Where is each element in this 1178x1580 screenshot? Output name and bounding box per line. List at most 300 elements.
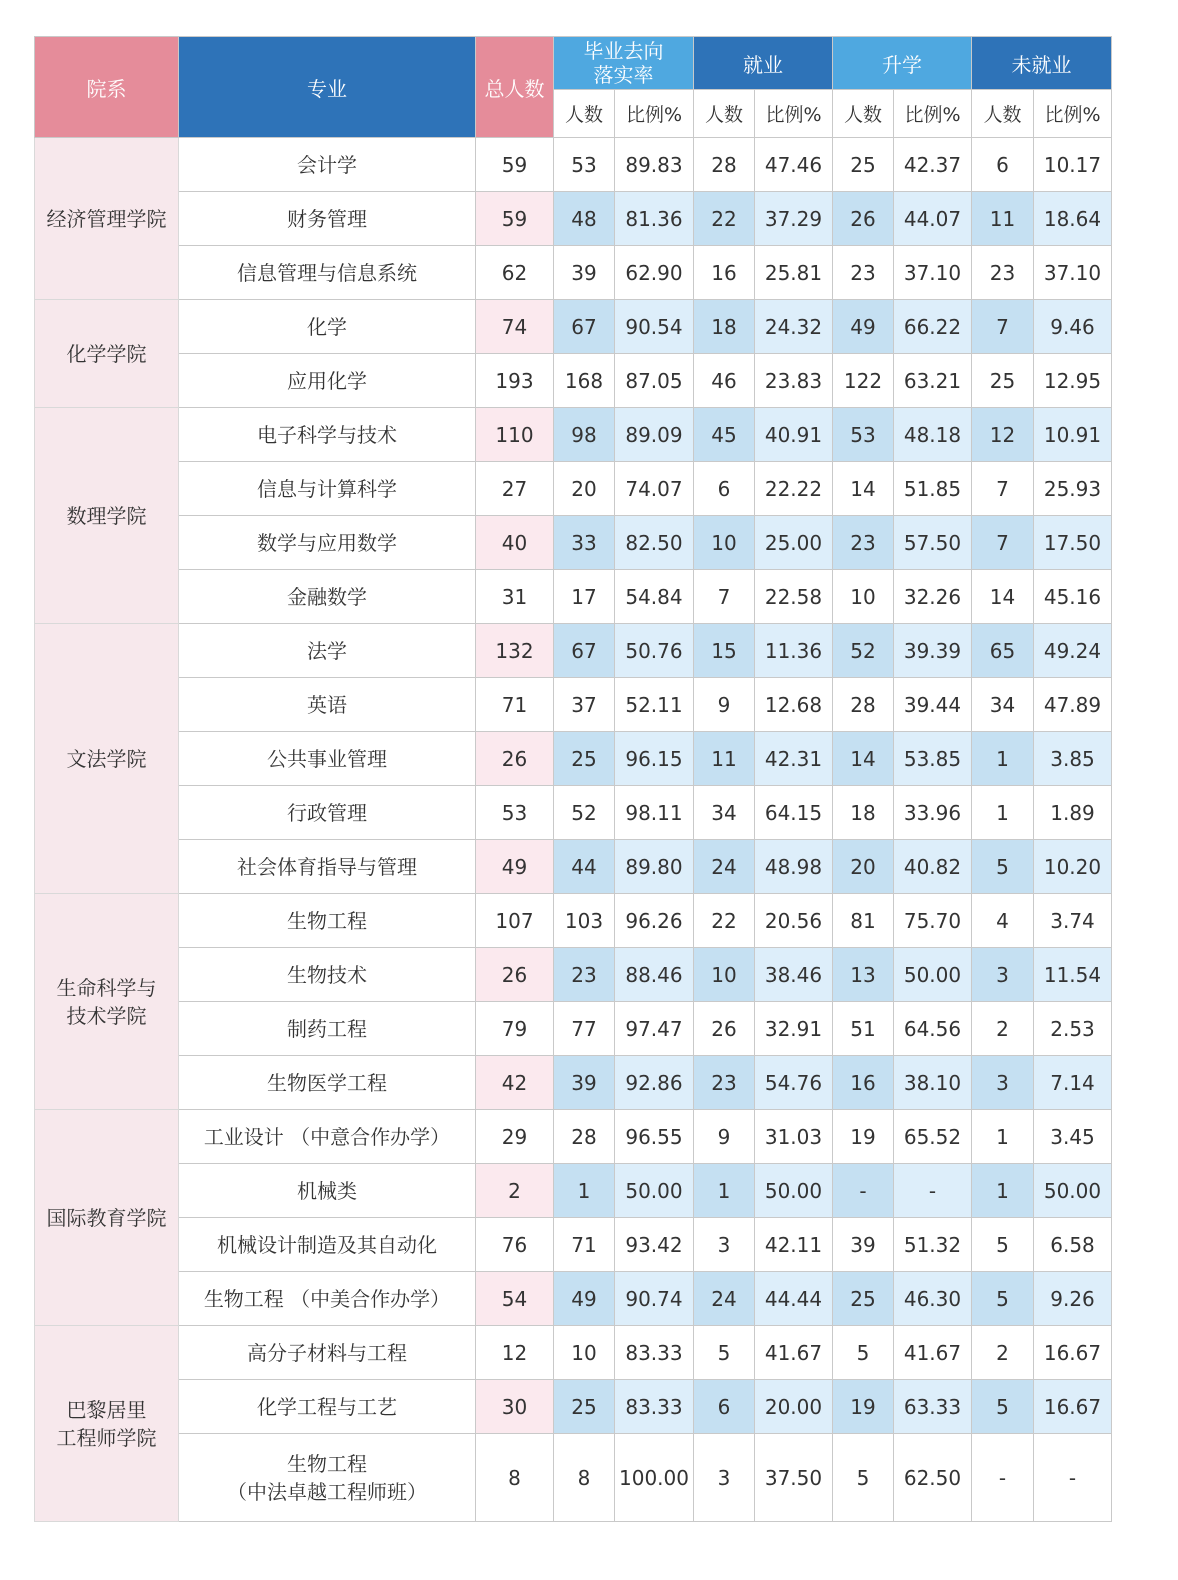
employment-count-cell: 9 (694, 1110, 755, 1164)
table-row (35, 624, 1112, 678)
employment-ratio-cell: 32.91 (755, 1002, 833, 1056)
placement-count-cell: 37 (554, 678, 615, 732)
unemployed-ratio-cell: 10.20 (1034, 840, 1112, 894)
employment-count-cell: 3 (694, 1434, 755, 1522)
study-ratio-cell: 32.26 (894, 570, 972, 624)
unemployed-ratio-cell: 11.54 (1034, 948, 1112, 1002)
placement-ratio-cell: 54.84 (615, 570, 694, 624)
dept-cell (35, 1110, 179, 1326)
employment-count-cell: 24 (694, 840, 755, 894)
employment-ratio-cell: 37.50 (755, 1434, 833, 1522)
employment-ratio-cell: 25.81 (755, 246, 833, 300)
table-row (35, 1002, 1112, 1056)
major-name: 生物工程 (287, 908, 367, 933)
total-cell: 79 (476, 1002, 554, 1056)
employment-ratio-cell: 50.00 (755, 1164, 833, 1218)
major-cell (179, 1002, 476, 1056)
major-name: 生物工程 (287, 1451, 367, 1476)
employment-ratio-cell: 11.36 (755, 624, 833, 678)
subheader-count: 人数 (833, 90, 894, 138)
placement-count-cell: 52 (554, 786, 615, 840)
placement-ratio-cell: 81.36 (615, 192, 694, 246)
major-name: 应用化学 (287, 368, 367, 393)
unemployed-count-cell: 5 (972, 1218, 1034, 1272)
unemployed-count-cell: 1 (972, 786, 1034, 840)
placement-count-cell: 77 (554, 1002, 615, 1056)
unemployed-ratio-cell: 9.46 (1034, 300, 1112, 354)
major-cell (179, 786, 476, 840)
employment-count-cell: 1 (694, 1164, 755, 1218)
study-ratio-cell: 37.10 (894, 246, 972, 300)
placement-ratio-cell: 88.46 (615, 948, 694, 1002)
placement-ratio-cell: 97.47 (615, 1002, 694, 1056)
employment-count-cell: 26 (694, 1002, 755, 1056)
unemployed-count-cell: 6 (972, 138, 1034, 192)
dept-cell (35, 624, 179, 894)
employment-ratio-cell: 20.00 (755, 1380, 833, 1434)
unemployed-count-cell: 14 (972, 570, 1034, 624)
major-name: 会计学 (297, 152, 357, 177)
placement-count-cell: 33 (554, 516, 615, 570)
unemployed-count-cell: 2 (972, 1326, 1034, 1380)
study-ratio-cell: 57.50 (894, 516, 972, 570)
major-cell (179, 1110, 476, 1164)
placement-ratio-cell: 96.15 (615, 732, 694, 786)
employment-ratio-cell: 40.91 (755, 408, 833, 462)
study-count-cell: 16 (833, 1056, 894, 1110)
unemployed-ratio-cell: 17.50 (1034, 516, 1112, 570)
employment-count-cell: 6 (694, 462, 755, 516)
total-cell: 49 (476, 840, 554, 894)
dept-cell (35, 138, 179, 300)
placement-count-cell: 28 (554, 1110, 615, 1164)
study-ratio-cell: 63.33 (894, 1380, 972, 1434)
placement-count-cell: 67 (554, 624, 615, 678)
unemployed-ratio-cell: 6.58 (1034, 1218, 1112, 1272)
table-row (35, 192, 1112, 246)
dept-cell (35, 894, 179, 1110)
employment-count-cell: 24 (694, 1272, 755, 1326)
employment-ratio-cell: 38.46 (755, 948, 833, 1002)
major-name: 化学 (307, 314, 347, 339)
dept-name: 巴黎居里 (66, 1397, 147, 1422)
total-cell: 42 (476, 1056, 554, 1110)
employment-count-cell: 28 (694, 138, 755, 192)
employment-ratio-cell: 54.76 (755, 1056, 833, 1110)
header-major: 专业 (179, 37, 476, 138)
study-count-cell: 19 (833, 1380, 894, 1434)
employment-count-cell: 10 (694, 948, 755, 1002)
study-ratio-cell: 62.50 (894, 1434, 972, 1522)
placement-ratio-cell: 96.26 (615, 894, 694, 948)
dept-name: 数理学院 (66, 503, 147, 528)
unemployed-count-cell: 1 (972, 732, 1034, 786)
major-cell (179, 1434, 476, 1522)
employment-ratio-cell: 42.11 (755, 1218, 833, 1272)
table-row (35, 732, 1112, 786)
unemployed-count-cell: 23 (972, 246, 1034, 300)
placement-ratio-cell: 50.00 (615, 1164, 694, 1218)
study-ratio-cell: 50.00 (894, 948, 972, 1002)
table-row (35, 678, 1112, 732)
unemployed-count-cell: 3 (972, 948, 1034, 1002)
study-count-cell: 14 (833, 462, 894, 516)
major-cell (179, 678, 476, 732)
unemployed-ratio-cell: 3.85 (1034, 732, 1112, 786)
table-row (35, 948, 1112, 1002)
major-cell (179, 570, 476, 624)
study-count-cell: 122 (833, 354, 894, 408)
study-count-cell: 13 (833, 948, 894, 1002)
total-cell: 26 (476, 948, 554, 1002)
total-cell: 53 (476, 786, 554, 840)
unemployed-count-cell: 5 (972, 1380, 1034, 1434)
unemployed-count-cell: 7 (972, 300, 1034, 354)
placement-count-cell: 8 (554, 1434, 615, 1522)
study-count-cell: 25 (833, 1272, 894, 1326)
employment-count-cell: 46 (694, 354, 755, 408)
total-cell: 26 (476, 732, 554, 786)
employment-count-cell: 11 (694, 732, 755, 786)
header-placement-rate-line2: 落实率 (593, 63, 654, 87)
study-ratio-cell: 42.37 (894, 138, 972, 192)
table-row (35, 1164, 1112, 1218)
total-cell: 107 (476, 894, 554, 948)
employment-count-cell: 34 (694, 786, 755, 840)
unemployed-count-cell: 4 (972, 894, 1034, 948)
employment-count-cell: 22 (694, 894, 755, 948)
unemployed-count-cell: 34 (972, 678, 1034, 732)
placement-ratio-cell: 92.86 (615, 1056, 694, 1110)
dept-name: 经济管理学院 (46, 206, 167, 231)
total-cell: 30 (476, 1380, 554, 1434)
major-cell (179, 516, 476, 570)
table-row (35, 786, 1112, 840)
study-ratio-cell: 65.52 (894, 1110, 972, 1164)
placement-ratio-cell: 98.11 (615, 786, 694, 840)
placement-ratio-cell: 62.90 (615, 246, 694, 300)
placement-ratio-cell: 93.42 (615, 1218, 694, 1272)
total-cell: 71 (476, 678, 554, 732)
header-placement-rate (554, 37, 694, 90)
study-count-cell: 81 (833, 894, 894, 948)
table-row (35, 300, 1112, 354)
study-ratio-cell: 38.10 (894, 1056, 972, 1110)
major-cell (179, 624, 476, 678)
table-header (35, 37, 1112, 138)
total-cell: 76 (476, 1218, 554, 1272)
employment-ratio-cell: 64.15 (755, 786, 833, 840)
study-ratio-cell: 53.85 (894, 732, 972, 786)
unemployed-count-cell: 7 (972, 516, 1034, 570)
table-body (35, 138, 1112, 1522)
major-name: 制药工程 (287, 1016, 367, 1041)
major-name: 公共事业管理 (267, 746, 387, 771)
table-row (35, 246, 1112, 300)
placement-ratio-cell: 83.33 (615, 1380, 694, 1434)
major-cell (179, 1218, 476, 1272)
table-row (35, 1326, 1112, 1380)
placement-count-cell: 103 (554, 894, 615, 948)
study-count-cell: 19 (833, 1110, 894, 1164)
study-count-cell: 23 (833, 246, 894, 300)
dept-cell (35, 1326, 179, 1522)
unemployed-ratio-cell: 37.10 (1034, 246, 1112, 300)
total-cell: 59 (476, 138, 554, 192)
major-cell (179, 840, 476, 894)
unemployed-count-cell: 11 (972, 192, 1034, 246)
study-ratio-cell: 40.82 (894, 840, 972, 894)
major-cell (179, 894, 476, 948)
header-placement-rate-line1: 毕业去向 (583, 39, 664, 63)
employment-ratio-cell: 20.56 (755, 894, 833, 948)
table-row (35, 1110, 1112, 1164)
major-cell (179, 732, 476, 786)
unemployed-count-cell: 1 (972, 1110, 1034, 1164)
unemployed-count-cell: 5 (972, 840, 1034, 894)
study-count-cell: - (833, 1164, 894, 1218)
employment-count-cell: 15 (694, 624, 755, 678)
placement-count-cell: 48 (554, 192, 615, 246)
placement-count-cell: 23 (554, 948, 615, 1002)
unemployed-count-cell: 1 (972, 1164, 1034, 1218)
study-count-cell: 5 (833, 1326, 894, 1380)
table-row (35, 1380, 1112, 1434)
total-cell: 193 (476, 354, 554, 408)
table-row (35, 1272, 1112, 1326)
placement-count-cell: 20 (554, 462, 615, 516)
unemployed-ratio-cell: 10.17 (1034, 138, 1112, 192)
employment-ratio-cell: 12.68 (755, 678, 833, 732)
subheader-ratio: 比例% (755, 90, 833, 138)
dept-name: 技术学院 (66, 1003, 147, 1028)
placement-count-cell: 44 (554, 840, 615, 894)
unemployed-ratio-cell: 7.14 (1034, 1056, 1112, 1110)
study-ratio-cell: 39.44 (894, 678, 972, 732)
major-name: （中法卓越工程师班） (227, 1479, 427, 1504)
employment-ratio-cell: 23.83 (755, 354, 833, 408)
study-count-cell: 23 (833, 516, 894, 570)
major-name: 社会体育指导与管理 (237, 854, 417, 879)
total-cell: 2 (476, 1164, 554, 1218)
total-cell: 54 (476, 1272, 554, 1326)
unemployed-ratio-cell: 45.16 (1034, 570, 1112, 624)
study-ratio-cell: 64.56 (894, 1002, 972, 1056)
placement-ratio-cell: 89.80 (615, 840, 694, 894)
dept-cell (35, 408, 179, 624)
major-name: 机械设计制造及其自动化 (217, 1232, 437, 1257)
employment-ratio-cell: 22.22 (755, 462, 833, 516)
unemployed-ratio-cell: 16.67 (1034, 1326, 1112, 1380)
employment-ratio-cell: 47.46 (755, 138, 833, 192)
subheader-count: 人数 (554, 90, 615, 138)
placement-count-cell: 39 (554, 246, 615, 300)
major-cell (179, 246, 476, 300)
dept-name: 化学学院 (66, 341, 147, 366)
unemployed-ratio-cell: 25.93 (1034, 462, 1112, 516)
major-name: 化学工程与工艺 (257, 1394, 397, 1419)
table-row (35, 1056, 1112, 1110)
study-count-cell: 49 (833, 300, 894, 354)
dept-name: 文法学院 (66, 746, 147, 771)
table-row (35, 894, 1112, 948)
placement-ratio-cell: 89.09 (615, 408, 694, 462)
major-cell (179, 1380, 476, 1434)
study-ratio-cell: 63.21 (894, 354, 972, 408)
study-count-cell: 10 (833, 570, 894, 624)
placement-ratio-cell: 50.76 (615, 624, 694, 678)
unemployed-ratio-cell: 3.45 (1034, 1110, 1112, 1164)
header-further-study: 升学 (833, 37, 972, 90)
study-count-cell: 26 (833, 192, 894, 246)
employment-ratio-cell: 24.32 (755, 300, 833, 354)
study-ratio-cell: 33.96 (894, 786, 972, 840)
unemployed-ratio-cell: 1.89 (1034, 786, 1112, 840)
study-count-cell: 39 (833, 1218, 894, 1272)
unemployed-ratio-cell: 47.89 (1034, 678, 1112, 732)
subheader-ratio: 比例% (1034, 90, 1112, 138)
major-cell (179, 1272, 476, 1326)
employment-ratio-cell: 42.31 (755, 732, 833, 786)
unemployed-count-cell: 25 (972, 354, 1034, 408)
placement-count-cell: 10 (554, 1326, 615, 1380)
total-cell: 62 (476, 246, 554, 300)
study-count-cell: 25 (833, 138, 894, 192)
unemployed-ratio-cell: 3.74 (1034, 894, 1112, 948)
table-row (35, 1434, 1112, 1522)
employment-count-cell: 9 (694, 678, 755, 732)
study-count-cell: 51 (833, 1002, 894, 1056)
major-cell (179, 1056, 476, 1110)
total-cell: 59 (476, 192, 554, 246)
placement-count-cell: 25 (554, 732, 615, 786)
table-row (35, 354, 1112, 408)
placement-ratio-cell: 82.50 (615, 516, 694, 570)
placement-count-cell: 1 (554, 1164, 615, 1218)
study-ratio-cell: - (894, 1164, 972, 1218)
study-count-cell: 52 (833, 624, 894, 678)
major-cell (179, 354, 476, 408)
major-name: 金融数学 (287, 584, 367, 609)
total-cell: 110 (476, 408, 554, 462)
employment-ratio-cell: 25.00 (755, 516, 833, 570)
employment-ratio-cell: 44.44 (755, 1272, 833, 1326)
placement-count-cell: 168 (554, 354, 615, 408)
dept-name: 国际教育学院 (46, 1205, 167, 1230)
employment-count-cell: 7 (694, 570, 755, 624)
total-cell: 12 (476, 1326, 554, 1380)
table-row (35, 516, 1112, 570)
unemployed-count-cell: 12 (972, 408, 1034, 462)
dept-name: 工程师学院 (56, 1425, 157, 1450)
unemployed-ratio-cell: 49.24 (1034, 624, 1112, 678)
total-cell: 27 (476, 462, 554, 516)
unemployed-ratio-cell: 18.64 (1034, 192, 1112, 246)
unemployed-count-cell: 2 (972, 1002, 1034, 1056)
placement-count-cell: 67 (554, 300, 615, 354)
graduate-destination-table (34, 36, 1112, 1522)
major-cell (179, 300, 476, 354)
study-ratio-cell: 44.07 (894, 192, 972, 246)
employment-ratio-cell: 48.98 (755, 840, 833, 894)
study-count-cell: 18 (833, 786, 894, 840)
table-row (35, 462, 1112, 516)
placement-count-cell: 71 (554, 1218, 615, 1272)
major-cell (179, 138, 476, 192)
table-row (35, 570, 1112, 624)
study-count-cell: 53 (833, 408, 894, 462)
dept-cell (35, 300, 179, 408)
study-ratio-cell: 66.22 (894, 300, 972, 354)
unemployed-count-cell: 5 (972, 1272, 1034, 1326)
table-row (35, 138, 1112, 192)
study-ratio-cell: 75.70 (894, 894, 972, 948)
major-cell (179, 192, 476, 246)
employment-count-cell: 23 (694, 1056, 755, 1110)
employment-ratio-cell: 31.03 (755, 1110, 833, 1164)
unemployed-count-cell: 65 (972, 624, 1034, 678)
employment-count-cell: 45 (694, 408, 755, 462)
study-ratio-cell: 41.67 (894, 1326, 972, 1380)
major-name: 财务管理 (287, 206, 367, 231)
subheader-ratio: 比例% (615, 90, 694, 138)
placement-ratio-cell: 52.11 (615, 678, 694, 732)
major-name: 法学 (307, 638, 347, 663)
placement-ratio-cell: 90.54 (615, 300, 694, 354)
placement-ratio-cell: 100.00 (615, 1434, 694, 1522)
unemployed-ratio-cell: - (1034, 1434, 1112, 1522)
table-row (35, 1218, 1112, 1272)
placement-count-cell: 39 (554, 1056, 615, 1110)
header-dept: 院系 (35, 37, 179, 138)
employment-ratio-cell: 37.29 (755, 192, 833, 246)
major-name: 信息与计算科学 (257, 476, 397, 501)
major-name: 生物医学工程 (267, 1070, 387, 1095)
employment-count-cell: 10 (694, 516, 755, 570)
total-cell: 132 (476, 624, 554, 678)
study-ratio-cell: 48.18 (894, 408, 972, 462)
major-cell (179, 948, 476, 1002)
placement-ratio-cell: 83.33 (615, 1326, 694, 1380)
study-ratio-cell: 39.39 (894, 624, 972, 678)
major-name: 机械类 (297, 1178, 357, 1203)
subheader-count: 人数 (972, 90, 1034, 138)
employment-count-cell: 18 (694, 300, 755, 354)
placement-count-cell: 17 (554, 570, 615, 624)
placement-ratio-cell: 74.07 (615, 462, 694, 516)
total-cell: 40 (476, 516, 554, 570)
study-ratio-cell: 46.30 (894, 1272, 972, 1326)
study-count-cell: 20 (833, 840, 894, 894)
study-count-cell: 28 (833, 678, 894, 732)
unemployed-count-cell: 7 (972, 462, 1034, 516)
major-name: 高分子材料与工程 (247, 1340, 407, 1365)
employment-count-cell: 5 (694, 1326, 755, 1380)
placement-count-cell: 25 (554, 1380, 615, 1434)
placement-ratio-cell: 87.05 (615, 354, 694, 408)
unemployed-count-cell: 3 (972, 1056, 1034, 1110)
table-row (35, 408, 1112, 462)
unemployed-ratio-cell: 2.53 (1034, 1002, 1112, 1056)
employment-ratio-cell: 41.67 (755, 1326, 833, 1380)
unemployed-count-cell: - (972, 1434, 1034, 1522)
header-unemployed: 未就业 (972, 37, 1112, 90)
major-cell (179, 1326, 476, 1380)
major-cell (179, 462, 476, 516)
employment-count-cell: 6 (694, 1380, 755, 1434)
employment-ratio-cell: 22.58 (755, 570, 833, 624)
total-cell: 8 (476, 1434, 554, 1522)
